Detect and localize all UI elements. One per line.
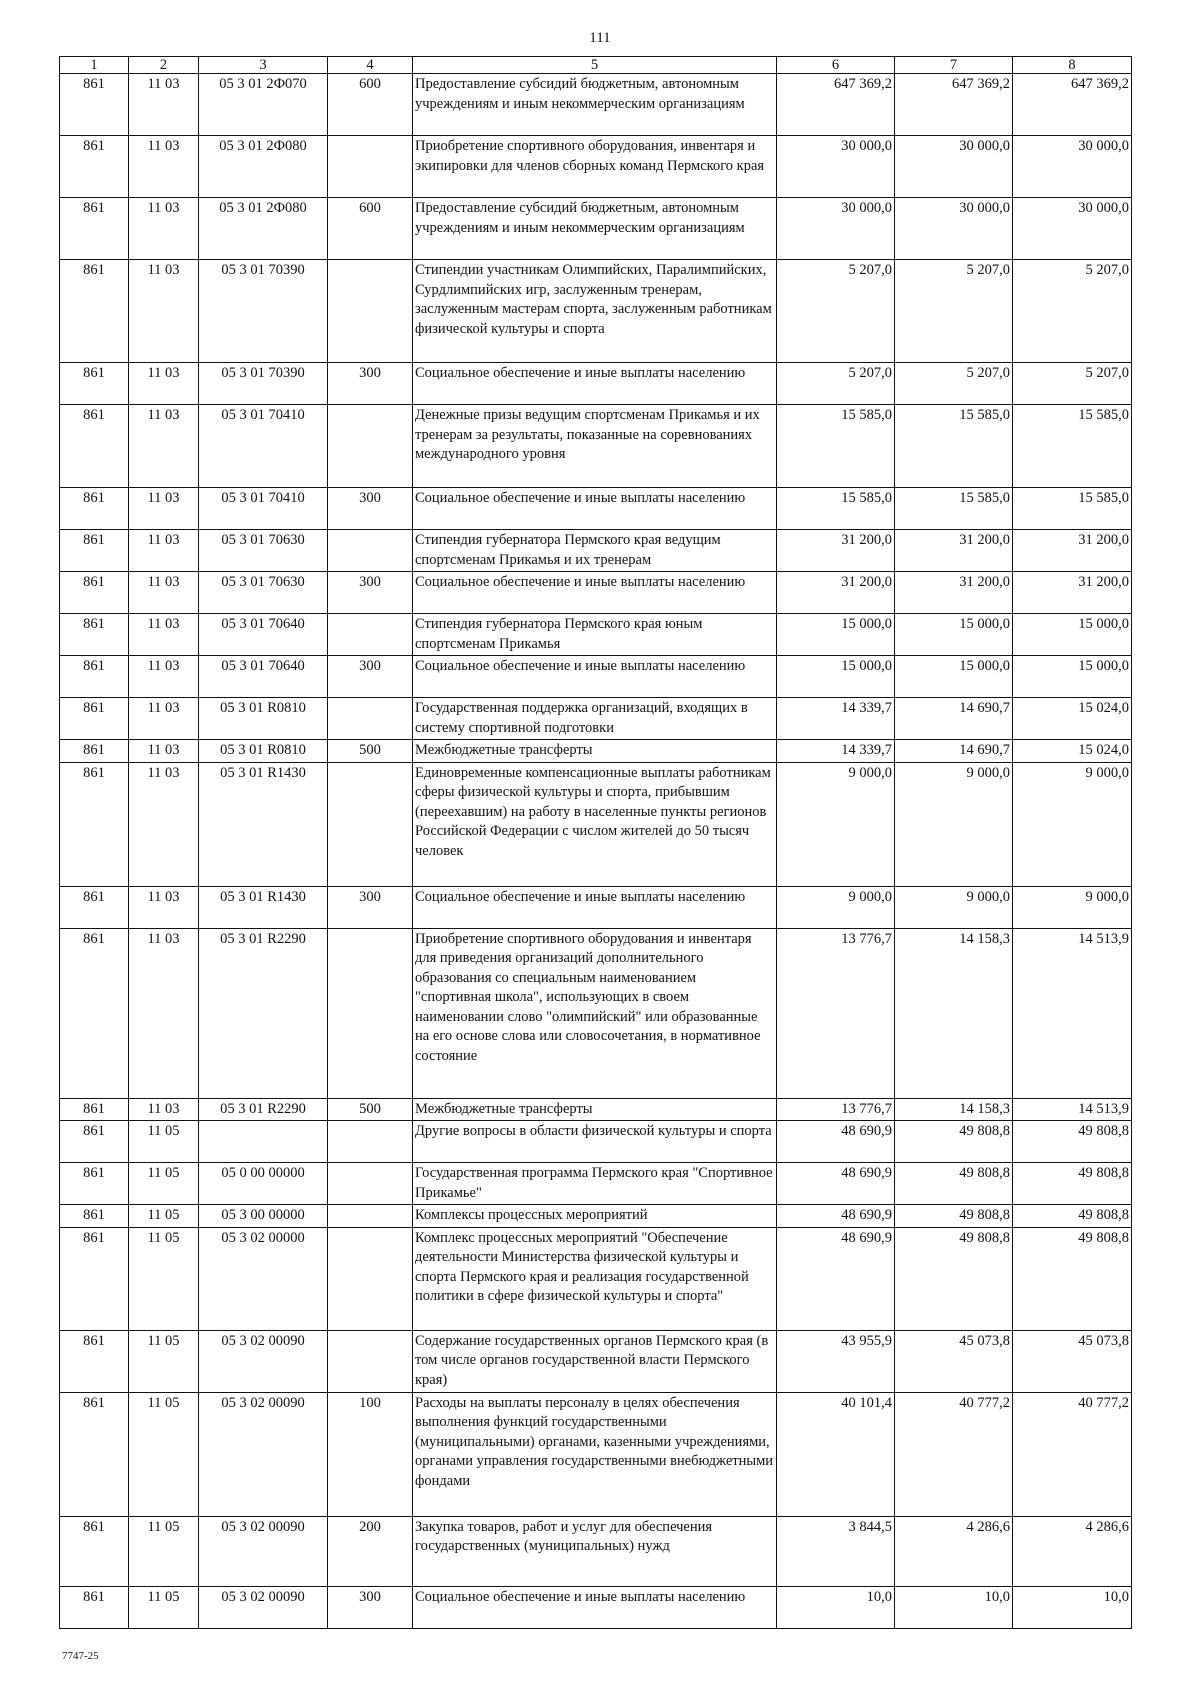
- table-row: [60, 74, 1132, 136]
- cell-description: Закупка товаров, работ и услуг для обеспечения государственных (муниципальных) нужд: [413, 1516, 777, 1586]
- cell-amount-col8: 15 000,0: [1013, 614, 1132, 656]
- column-header-7: 7: [895, 57, 1013, 74]
- cell-section-code: 11 03: [129, 363, 199, 405]
- cell-target-article: 05 3 02 00090: [199, 1330, 328, 1392]
- cell-admin-code: 861: [60, 698, 129, 740]
- cell-expense-type: 500: [328, 1098, 413, 1121]
- cell-expense-type: 300: [328, 572, 413, 614]
- cell-target-article: 05 3 01 70640: [199, 614, 328, 656]
- cell-amount-col7: 49 808,8: [895, 1227, 1013, 1330]
- cell-admin-code: 861: [60, 260, 129, 363]
- cell-amount-col8: 49 808,8: [1013, 1205, 1132, 1228]
- cell-amount-col7: 15 000,0: [895, 656, 1013, 698]
- cell-description: Единовременные компенсационные выплаты работникам сферы физической культуры и спорта, прибывшим (переехавшим) на работу в населенные пункты регионов Российской Федерации с числом жителей до 50 тысяч человек: [413, 762, 777, 886]
- cell-admin-code: 861: [60, 363, 129, 405]
- cell-section-code: 11 05: [129, 1330, 199, 1392]
- table-row: [60, 886, 1132, 928]
- cell-amount-col6: 43 955,9: [777, 1330, 895, 1392]
- cell-description: Комплекс процессных мероприятий "Обеспечение деятельности Министерства физической культуры и спорта Пермского края и реализация государственной политики в сфере физической культуры и спорта": [413, 1227, 777, 1330]
- cell-amount-col7: 40 777,2: [895, 1392, 1013, 1516]
- column-header-6: 6: [777, 57, 895, 74]
- cell-admin-code: 861: [60, 614, 129, 656]
- cell-target-article: 05 3 01 70390: [199, 363, 328, 405]
- cell-expense-type: [328, 1330, 413, 1392]
- cell-section-code: 11 03: [129, 886, 199, 928]
- cell-amount-col7: 45 073,8: [895, 1330, 1013, 1392]
- cell-amount-col6: 647 369,2: [777, 74, 895, 136]
- cell-expense-type: [328, 1205, 413, 1228]
- table-header-row: [60, 57, 1132, 74]
- cell-admin-code: 861: [60, 1516, 129, 1586]
- cell-amount-col7: 10,0: [895, 1586, 1013, 1628]
- cell-amount-col7: 5 207,0: [895, 260, 1013, 363]
- table-row: [60, 1205, 1132, 1228]
- table-row: [60, 405, 1132, 488]
- cell-amount-col7: 49 808,8: [895, 1205, 1013, 1228]
- cell-target-article: 05 3 01 R2290: [199, 1098, 328, 1121]
- cell-description: Социальное обеспечение и иные выплаты населению: [413, 656, 777, 698]
- budget-table: [59, 56, 1132, 1629]
- cell-description: Социальное обеспечение и иные выплаты населению: [413, 363, 777, 405]
- cell-amount-col8: 9 000,0: [1013, 762, 1132, 886]
- cell-description: Стипендия губернатора Пермского края юным спортсменам Прикамья: [413, 614, 777, 656]
- cell-amount-col8: 49 808,8: [1013, 1121, 1132, 1163]
- cell-amount-col7: 49 808,8: [895, 1121, 1013, 1163]
- cell-admin-code: 861: [60, 74, 129, 136]
- cell-expense-type: 300: [328, 656, 413, 698]
- cell-target-article: 05 3 01 70390: [199, 260, 328, 363]
- table-row: [60, 1516, 1132, 1586]
- cell-amount-col6: 40 101,4: [777, 1392, 895, 1516]
- column-header-4: 4: [328, 57, 413, 74]
- cell-amount-col8: 15 585,0: [1013, 405, 1132, 488]
- cell-amount-col6: 30 000,0: [777, 136, 895, 198]
- cell-section-code: 11 05: [129, 1586, 199, 1628]
- cell-amount-col6: 15 585,0: [777, 488, 895, 530]
- cell-section-code: 11 03: [129, 740, 199, 763]
- table-row: [60, 136, 1132, 198]
- cell-expense-type: 300: [328, 886, 413, 928]
- cell-target-article: 05 3 01 2Ф070: [199, 74, 328, 136]
- cell-amount-col6: 3 844,5: [777, 1516, 895, 1586]
- cell-expense-type: [328, 530, 413, 572]
- table-row: [60, 198, 1132, 260]
- cell-section-code: 11 03: [129, 260, 199, 363]
- table-row: [60, 363, 1132, 405]
- column-header-2: 2: [129, 57, 199, 74]
- table-body: [60, 74, 1132, 1629]
- table-row: [60, 614, 1132, 656]
- cell-amount-col8: 647 369,2: [1013, 74, 1132, 136]
- table-row: [60, 530, 1132, 572]
- cell-expense-type: [328, 928, 413, 1098]
- cell-amount-col8: 14 513,9: [1013, 1098, 1132, 1121]
- cell-admin-code: 861: [60, 1121, 129, 1163]
- cell-description: Стипендия губернатора Пермского края ведущим спортсменам Прикамья и их тренерам: [413, 530, 777, 572]
- cell-target-article: 05 3 01 R0810: [199, 740, 328, 763]
- cell-expense-type: 300: [328, 363, 413, 405]
- cell-admin-code: 861: [60, 656, 129, 698]
- cell-amount-col7: 14 158,3: [895, 1098, 1013, 1121]
- cell-amount-col8: 9 000,0: [1013, 886, 1132, 928]
- cell-section-code: 11 03: [129, 572, 199, 614]
- cell-section-code: 11 03: [129, 136, 199, 198]
- cell-amount-col7: 30 000,0: [895, 136, 1013, 198]
- cell-expense-type: [328, 1227, 413, 1330]
- cell-admin-code: 861: [60, 572, 129, 614]
- cell-amount-col6: 5 207,0: [777, 363, 895, 405]
- cell-expense-type: [328, 260, 413, 363]
- cell-admin-code: 861: [60, 1163, 129, 1205]
- cell-amount-col8: 5 207,0: [1013, 363, 1132, 405]
- cell-description: Межбюджетные трансферты: [413, 1098, 777, 1121]
- cell-amount-col6: 48 690,9: [777, 1205, 895, 1228]
- cell-admin-code: 861: [60, 740, 129, 763]
- cell-section-code: 11 03: [129, 405, 199, 488]
- cell-admin-code: 861: [60, 762, 129, 886]
- cell-target-article: 05 3 01 70410: [199, 405, 328, 488]
- cell-amount-col6: 48 690,9: [777, 1121, 895, 1163]
- cell-amount-col6: 31 200,0: [777, 530, 895, 572]
- cell-amount-col8: 49 808,8: [1013, 1227, 1132, 1330]
- cell-admin-code: 861: [60, 488, 129, 530]
- cell-admin-code: 861: [60, 1227, 129, 1330]
- cell-section-code: 11 05: [129, 1392, 199, 1516]
- cell-admin-code: 861: [60, 1205, 129, 1228]
- cell-target-article: [199, 1121, 328, 1163]
- cell-amount-col6: 30 000,0: [777, 198, 895, 260]
- cell-description: Приобретение спортивного оборудования и инвентаря для приведения организаций дополнительного образования со специальным наименованием "спортивная школа", использующих в своем наименовании слово "олимпийский" или образованные на его основе слова или словосочетания, в нормативное состояние: [413, 928, 777, 1098]
- cell-amount-col6: 9 000,0: [777, 886, 895, 928]
- footer-code: 7747-25: [62, 1650, 99, 1662]
- cell-admin-code: 861: [60, 1330, 129, 1392]
- cell-amount-col8: 15 000,0: [1013, 656, 1132, 698]
- cell-description: Комплексы процессных мероприятий: [413, 1205, 777, 1228]
- cell-amount-col7: 31 200,0: [895, 572, 1013, 614]
- cell-amount-col7: 647 369,2: [895, 74, 1013, 136]
- cell-amount-col6: 14 339,7: [777, 698, 895, 740]
- table-row: [60, 1227, 1132, 1330]
- cell-description: Социальное обеспечение и иные выплаты населению: [413, 488, 777, 530]
- cell-description: Предоставление субсидий бюджетным, автономным учреждениям и иным некоммерческим организациям: [413, 74, 777, 136]
- cell-admin-code: 861: [60, 1586, 129, 1628]
- cell-target-article: 05 3 01 R2290: [199, 928, 328, 1098]
- page-number: 111: [589, 30, 611, 46]
- cell-amount-col6: 31 200,0: [777, 572, 895, 614]
- cell-description: Стипендии участникам Олимпийских, Паралимпийских, Сурдлимпийских игр, заслуженным тренерам, заслуженным мастерам спорта, заслуженным работникам физической культуры и спорта: [413, 260, 777, 363]
- cell-section-code: 11 03: [129, 74, 199, 136]
- cell-section-code: 11 05: [129, 1227, 199, 1330]
- cell-description: Социальное обеспечение и иные выплаты населению: [413, 572, 777, 614]
- table-row: [60, 740, 1132, 763]
- cell-amount-col6: 14 339,7: [777, 740, 895, 763]
- cell-amount-col7: 9 000,0: [895, 762, 1013, 886]
- cell-description: Содержание государственных органов Пермского края (в том числе органов государственной власти Пермского края): [413, 1330, 777, 1392]
- cell-admin-code: 861: [60, 886, 129, 928]
- cell-amount-col7: 15 585,0: [895, 488, 1013, 530]
- cell-section-code: 11 05: [129, 1205, 199, 1228]
- cell-admin-code: 861: [60, 1392, 129, 1516]
- cell-admin-code: 861: [60, 530, 129, 572]
- cell-expense-type: 200: [328, 1516, 413, 1586]
- cell-section-code: 11 05: [129, 1516, 199, 1586]
- cell-amount-col6: 15 000,0: [777, 656, 895, 698]
- cell-amount-col7: 9 000,0: [895, 886, 1013, 928]
- cell-amount-col8: 4 286,6: [1013, 1516, 1132, 1586]
- cell-target-article: 05 3 02 00090: [199, 1392, 328, 1516]
- cell-section-code: 11 03: [129, 656, 199, 698]
- cell-amount-col7: 14 690,7: [895, 740, 1013, 763]
- cell-target-article: 05 3 01 2Ф080: [199, 136, 328, 198]
- cell-amount-col7: 15 000,0: [895, 614, 1013, 656]
- cell-amount-col8: 31 200,0: [1013, 572, 1132, 614]
- cell-section-code: 11 03: [129, 928, 199, 1098]
- cell-description: Межбюджетные трансферты: [413, 740, 777, 763]
- cell-section-code: 11 03: [129, 1098, 199, 1121]
- table-row: [60, 572, 1132, 614]
- table-row: [60, 698, 1132, 740]
- cell-amount-col8: 30 000,0: [1013, 198, 1132, 260]
- cell-admin-code: 861: [60, 1098, 129, 1121]
- cell-amount-col7: 4 286,6: [895, 1516, 1013, 1586]
- cell-admin-code: 861: [60, 928, 129, 1098]
- cell-amount-col6: 48 690,9: [777, 1163, 895, 1205]
- cell-target-article: 05 3 01 2Ф080: [199, 198, 328, 260]
- cell-admin-code: 861: [60, 136, 129, 198]
- cell-amount-col6: 5 207,0: [777, 260, 895, 363]
- column-header-5: 5: [413, 57, 777, 74]
- cell-amount-col8: 31 200,0: [1013, 530, 1132, 572]
- table-row: [60, 1163, 1132, 1205]
- cell-amount-col7: 30 000,0: [895, 198, 1013, 260]
- cell-amount-col7: 14 158,3: [895, 928, 1013, 1098]
- cell-amount-col8: 15 585,0: [1013, 488, 1132, 530]
- cell-amount-col6: 48 690,9: [777, 1227, 895, 1330]
- cell-target-article: 05 0 00 00000: [199, 1163, 328, 1205]
- cell-amount-col8: 14 513,9: [1013, 928, 1132, 1098]
- cell-description: Предоставление субсидий бюджетным, автономным учреждениям и иным некоммерческим организациям: [413, 198, 777, 260]
- cell-expense-type: [328, 698, 413, 740]
- table-row: [60, 1392, 1132, 1516]
- table-row: [60, 656, 1132, 698]
- cell-section-code: 11 05: [129, 1121, 199, 1163]
- cell-expense-type: 600: [328, 198, 413, 260]
- cell-section-code: 11 05: [129, 1163, 199, 1205]
- cell-target-article: 05 3 01 70640: [199, 656, 328, 698]
- cell-description: Приобретение спортивного оборудования, инвентаря и экипировки для членов сборных команд Пермского края: [413, 136, 777, 198]
- cell-amount-col6: 15 585,0: [777, 405, 895, 488]
- table-row: [60, 1121, 1132, 1163]
- cell-amount-col8: 15 024,0: [1013, 698, 1132, 740]
- table-row: [60, 1586, 1132, 1628]
- cell-expense-type: 300: [328, 1586, 413, 1628]
- cell-amount-col6: 13 776,7: [777, 928, 895, 1098]
- table-row: [60, 1330, 1132, 1392]
- cell-target-article: 05 3 01 R0810: [199, 698, 328, 740]
- cell-expense-type: [328, 1121, 413, 1163]
- cell-amount-col7: 5 207,0: [895, 363, 1013, 405]
- cell-expense-type: 500: [328, 740, 413, 763]
- column-header-3: 3: [199, 57, 328, 74]
- cell-section-code: 11 03: [129, 488, 199, 530]
- cell-expense-type: [328, 136, 413, 198]
- cell-amount-col8: 5 207,0: [1013, 260, 1132, 363]
- cell-target-article: 05 3 01 70410: [199, 488, 328, 530]
- cell-amount-col8: 30 000,0: [1013, 136, 1132, 198]
- cell-amount-col6: 15 000,0: [777, 614, 895, 656]
- cell-section-code: 11 03: [129, 762, 199, 886]
- cell-amount-col8: 49 808,8: [1013, 1163, 1132, 1205]
- cell-description: Государственная поддержка организаций, входящих в систему спортивной подготовки: [413, 698, 777, 740]
- cell-target-article: 05 3 01 R1430: [199, 886, 328, 928]
- cell-description: Государственная программа Пермского края "Спортивное Прикамье": [413, 1163, 777, 1205]
- cell-target-article: 05 3 02 00090: [199, 1586, 328, 1628]
- cell-target-article: 05 3 01 70630: [199, 530, 328, 572]
- cell-expense-type: 300: [328, 488, 413, 530]
- cell-amount-col7: 31 200,0: [895, 530, 1013, 572]
- cell-amount-col8: 10,0: [1013, 1586, 1132, 1628]
- cell-target-article: 05 3 01 R1430: [199, 762, 328, 886]
- cell-amount-col8: 15 024,0: [1013, 740, 1132, 763]
- cell-expense-type: [328, 1163, 413, 1205]
- cell-description: Социальное обеспечение и иные выплаты населению: [413, 886, 777, 928]
- table-row: [60, 762, 1132, 886]
- cell-amount-col8: 45 073,8: [1013, 1330, 1132, 1392]
- cell-target-article: 05 3 02 00000: [199, 1227, 328, 1330]
- cell-expense-type: [328, 762, 413, 886]
- cell-section-code: 11 03: [129, 698, 199, 740]
- column-header-1: 1: [60, 57, 129, 74]
- table-row: [60, 488, 1132, 530]
- column-header-8: 8: [1013, 57, 1132, 74]
- cell-expense-type: [328, 614, 413, 656]
- cell-amount-col7: 15 585,0: [895, 405, 1013, 488]
- cell-amount-col6: 10,0: [777, 1586, 895, 1628]
- table-row: [60, 260, 1132, 363]
- cell-section-code: 11 03: [129, 614, 199, 656]
- cell-amount-col7: 49 808,8: [895, 1163, 1013, 1205]
- cell-section-code: 11 03: [129, 198, 199, 260]
- cell-description: Социальное обеспечение и иные выплаты населению: [413, 1586, 777, 1628]
- cell-amount-col6: 9 000,0: [777, 762, 895, 886]
- cell-target-article: 05 3 01 70630: [199, 572, 328, 614]
- cell-amount-col7: 14 690,7: [895, 698, 1013, 740]
- cell-description: Денежные призы ведущим спортсменам Прикамья и их тренерам за результаты, показанные на соревнованиях международного уровня: [413, 405, 777, 488]
- cell-target-article: 05 3 00 00000: [199, 1205, 328, 1228]
- cell-amount-col6: 13 776,7: [777, 1098, 895, 1121]
- cell-section-code: 11 03: [129, 530, 199, 572]
- cell-expense-type: 100: [328, 1392, 413, 1516]
- table-row: [60, 1098, 1132, 1121]
- cell-description: Другие вопросы в области физической культуры и спорта: [413, 1121, 777, 1163]
- cell-description: Расходы на выплаты персоналу в целях обеспечения выполнения функций государственными (муниципальными) органами, казенными учреждениями, органами управления государственными внебюджетными фондами: [413, 1392, 777, 1516]
- cell-expense-type: 600: [328, 74, 413, 136]
- cell-admin-code: 861: [60, 405, 129, 488]
- cell-amount-col8: 40 777,2: [1013, 1392, 1132, 1516]
- table-row: [60, 928, 1132, 1098]
- cell-target-article: 05 3 02 00090: [199, 1516, 328, 1586]
- cell-admin-code: 861: [60, 198, 129, 260]
- cell-expense-type: [328, 405, 413, 488]
